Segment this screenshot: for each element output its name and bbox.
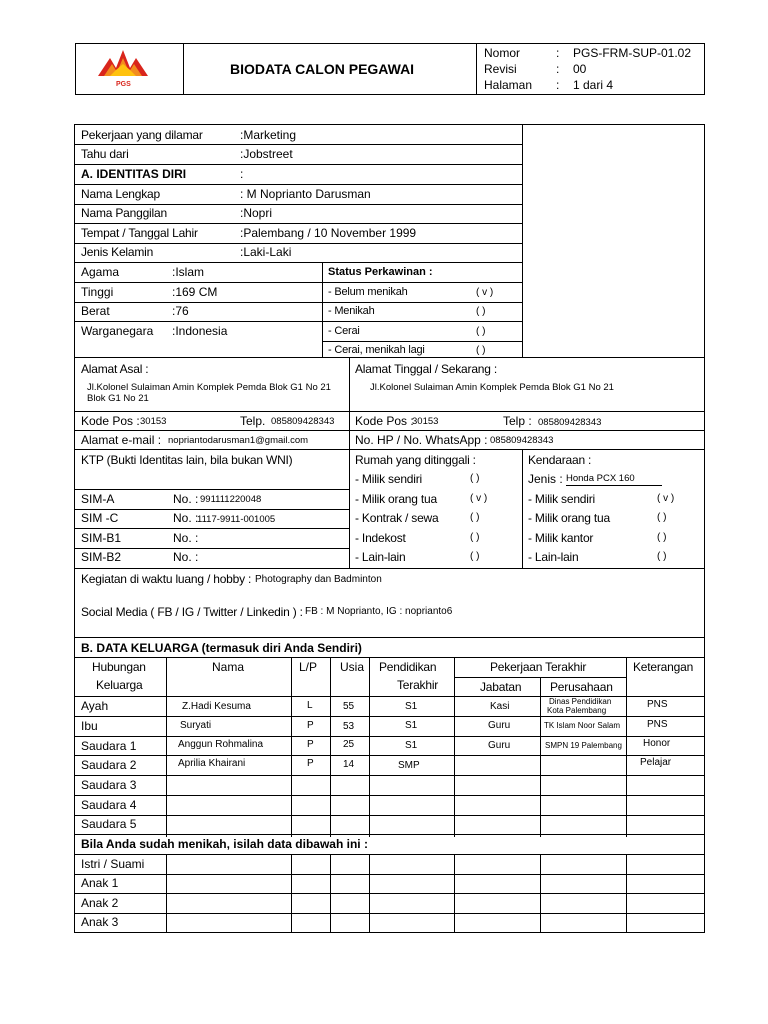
current-zip-label: Kode Pos : — [355, 414, 414, 428]
house-option-label: - Lain-lain — [355, 550, 406, 564]
family-age[interactable]: 55 — [343, 701, 355, 712]
origin-phone-value[interactable]: 085809428343 — [271, 416, 335, 427]
vehicle-option-label: - Milik kantor — [528, 531, 594, 545]
marital-option-label: - Cerai, menikah lagi — [328, 344, 425, 356]
col-header-age: Usia — [340, 660, 365, 674]
sim-number[interactable]: 1117-9911-001005 — [197, 514, 276, 525]
vehicle-option-label: - Lain-lain — [528, 550, 579, 564]
sim-no-label: No. : — [173, 550, 199, 564]
house-option-mark[interactable]: ( ) — [470, 512, 480, 523]
weight-value[interactable]: :76 — [172, 304, 189, 318]
hobby-label: Kegiatan di waktu luang / hobby : — [81, 572, 252, 586]
meta-label-nomor: Nomor — [484, 46, 521, 60]
meta-sep-halaman: : — [556, 78, 560, 92]
marital-option-label: - Cerai — [328, 325, 360, 337]
family-section-title: B. DATA KELUARGA (termasuk diri Anda Sendiri) — [81, 641, 362, 655]
meta-label-halaman: Halaman — [484, 78, 533, 92]
full-name-label: Nama Lengkap — [81, 187, 160, 201]
form-title: BIODATA CALON PEGAWAI — [230, 61, 415, 77]
vehicle-type-value[interactable]: Honda PCX 160 — [566, 474, 662, 486]
meta-label-revisi: Revisi — [484, 62, 517, 76]
marital-option-mark[interactable]: ( v ) — [476, 287, 494, 298]
current-address-label: Alamat Tinggal / Sekarang : — [355, 362, 498, 376]
col-header-job: Pekerjaan Terakhir — [490, 660, 587, 674]
married-relation: Anak 3 — [81, 915, 119, 929]
family-relation: Ibu — [81, 719, 98, 733]
col-header-relation: Keluarga — [96, 678, 143, 692]
house-option-label: - Milik sendiri — [355, 472, 423, 486]
current-address-value[interactable]: Jl.Kolonel Sulaiman Amin Komplek Pemda Blok G1 No 21 — [370, 382, 614, 393]
vehicle-type-label: Jenis : — [528, 472, 563, 486]
family-age[interactable]: 14 — [343, 759, 355, 770]
family-note[interactable]: Pelajar — [640, 757, 672, 768]
marital-option-mark[interactable]: ( ) — [476, 326, 486, 337]
height-value[interactable]: :169 CM — [172, 285, 218, 299]
family-relation: Saudara 2 — [81, 758, 137, 772]
sim-label: SIM -C — [81, 511, 119, 525]
logo-text: PGS — [116, 81, 131, 88]
identity-section-title: A. IDENTITAS DIRI — [81, 167, 187, 181]
family-relation: Ayah — [81, 699, 109, 713]
col-header-company: Perusahaan — [550, 680, 613, 694]
family-note[interactable]: Honor — [643, 738, 671, 749]
citizenship-value[interactable]: :Indonesia — [172, 324, 228, 338]
family-education[interactable]: S1 — [405, 701, 418, 712]
col-header-education: Pendidikan — [379, 660, 437, 674]
family-note[interactable]: PNS — [647, 719, 668, 730]
source-label: Tahu dari — [81, 147, 129, 161]
house-option-label: - Milik orang tua — [355, 492, 437, 506]
origin-address-line[interactable]: Blok G1 No 21 — [87, 393, 149, 404]
marital-title: Status Perkawinan : — [328, 266, 433, 278]
current-zip-value[interactable]: 30153 — [412, 416, 439, 427]
family-education[interactable]: S1 — [405, 720, 418, 731]
hp-label: No. HP / No. WhatsApp : — [355, 433, 488, 447]
col-header-name: Nama — [212, 660, 245, 674]
hobby-value[interactable]: Photography dan Badminton — [255, 574, 382, 585]
family-age[interactable]: 53 — [343, 721, 355, 732]
family-note[interactable]: PNS — [647, 699, 668, 710]
email-value[interactable]: noprianto​darusman1@gmail.com — [168, 435, 309, 446]
house-title: Rumah yang ditinggali : — [355, 453, 476, 467]
family-position[interactable]: Guru — [488, 740, 511, 751]
house-option-mark[interactable]: ( ) — [470, 473, 480, 484]
meta-sep-nomor: : — [556, 46, 560, 60]
email-label: Alamat e-mail : — [81, 433, 162, 447]
origin-zip-value[interactable]: 30153 — [140, 416, 167, 427]
religion-label: Agama — [81, 265, 120, 279]
family-name[interactable]: Anggun Rohmalina — [178, 739, 264, 750]
family-relation: Saudara 4 — [81, 798, 137, 812]
citizenship-label: Warganegara — [81, 324, 154, 338]
family-name[interactable]: Aprilia Khairani — [178, 758, 246, 769]
meta-value-halaman: 1 dari 4 — [573, 78, 614, 92]
marital-option-label: - Belum menikah — [328, 286, 408, 298]
family-relation: Saudara 5 — [81, 817, 137, 831]
nickname-value[interactable]: :Nopri — [240, 206, 273, 220]
source-value[interactable]: :Jobstreet — [240, 147, 293, 161]
family-gender[interactable]: L — [307, 700, 313, 711]
house-option-label: - Kontrak / sewa — [355, 511, 439, 525]
family-company[interactable]: Dinas Pendidikan — [549, 697, 612, 706]
family-company[interactable]: Kota Palembang — [547, 706, 607, 715]
gender-value[interactable]: :Laki-Laki — [240, 245, 292, 259]
origin-address-label: Alamat Asal : — [81, 362, 149, 376]
sim-no-label: No. : — [173, 531, 199, 545]
company-logo — [96, 46, 150, 90]
vehicle-option-mark[interactable]: ( ) — [657, 512, 667, 523]
married-relation: Anak 1 — [81, 876, 119, 890]
marital-option-label: - Menikah — [328, 305, 375, 317]
sim-label: SIM-B1 — [81, 531, 122, 545]
vehicle-option-mark[interactable]: ( ) — [657, 551, 667, 562]
full-name-value[interactable]: : M Noprianto Darusman — [240, 187, 371, 201]
identity-section-colon: : — [240, 167, 244, 181]
weight-label: Berat — [81, 304, 110, 318]
hp-value[interactable]: 085809428343 — [490, 435, 554, 446]
vehicle-title: Kendaraan : — [528, 453, 592, 467]
family-relation: Saudara 1 — [81, 739, 137, 753]
family-education[interactable]: SMP — [398, 760, 420, 771]
married-relation: Anak 2 — [81, 896, 119, 910]
family-position[interactable]: Kasi — [490, 701, 510, 712]
gender-label: Jenis Kelamin — [81, 245, 154, 259]
family-name[interactable]: Z.Hadi Kesuma — [182, 701, 251, 712]
col-header-relation: Hubungan — [92, 660, 146, 674]
family-gender[interactable]: P — [307, 739, 314, 750]
house-option-mark[interactable]: ( ) — [470, 532, 480, 543]
meta-value-nomor: PGS-FRM-SUP-01.02 — [573, 46, 692, 60]
sim-label: SIM-A — [81, 492, 115, 506]
sim-no-label: No. : — [173, 492, 199, 506]
house-option-label: - Indekost — [355, 531, 406, 545]
family-age[interactable]: 25 — [343, 739, 355, 750]
col-header-gender: L/P — [299, 660, 318, 674]
family-gender[interactable]: P — [307, 758, 314, 769]
religion-value[interactable]: :Islam — [172, 265, 205, 279]
family-company[interactable]: SMPN 19 Palembang — [545, 741, 622, 750]
house-option-mark[interactable]: ( v ) — [470, 493, 488, 504]
origin-address-line[interactable]: Jl.Kolonel Sulaiman Amin Komplek Pemda Blok G1 No 21 — [87, 382, 331, 393]
vehicle-option-label: - Milik orang tua — [528, 511, 610, 525]
nickname-label: Nama Panggilan — [81, 206, 167, 220]
origin-phone-label: Telp. — [240, 414, 266, 428]
col-header-note: Keterangan — [633, 660, 694, 674]
origin-zip-label: Kode Pos : — [81, 414, 140, 428]
family-gender[interactable]: P — [307, 720, 314, 731]
social-label: Social Media ( FB / IG / Twitter / Linkedin ) : — [81, 605, 303, 619]
meta-sep-revisi: : — [556, 62, 560, 76]
vehicle-option-mark[interactable]: ( v ) — [657, 493, 675, 504]
family-education[interactable]: S1 — [405, 740, 418, 751]
vehicle-option-mark[interactable]: ( ) — [657, 532, 667, 543]
position-label: Pekerjaan yang dilamar — [81, 128, 203, 142]
sim-number[interactable]: 991111220048 — [200, 494, 262, 505]
family-position[interactable]: Guru — [488, 720, 511, 731]
marital-option-mark[interactable]: ( ) — [476, 306, 486, 317]
family-name[interactable]: Suryati — [180, 720, 212, 731]
house-option-mark[interactable]: ( ) — [470, 551, 480, 562]
birth-label: Tempat / Tanggal Lahir — [81, 226, 198, 240]
birth-value[interactable]: :Palembang / 10 November 1999 — [240, 226, 417, 240]
ktp-label: KTP (Bukti Identitas lain, bila bukan WNI) — [81, 453, 293, 467]
family-company[interactable]: TK Islam Noor Salam — [544, 721, 621, 730]
vehicle-option-label: - Milik sendiri — [528, 492, 596, 506]
height-label: Tinggi — [81, 285, 114, 299]
married-relation: Istri / Suami — [81, 857, 145, 871]
sim-no-label: No. : — [173, 511, 199, 525]
meta-value-revisi: 00 — [573, 62, 587, 76]
col-header-education: Terakhir — [397, 678, 439, 692]
position-value[interactable]: :Marketing — [240, 128, 297, 142]
married-note: Bila Anda sudah menikah, isilah data dibawah ini : — [81, 837, 368, 851]
marital-option-mark[interactable]: ( ) — [476, 345, 486, 356]
family-relation: Saudara 3 — [81, 778, 137, 792]
current-phone-label: Telp : — [503, 414, 532, 428]
col-header-position: Jabatan — [480, 680, 522, 694]
social-value[interactable]: FB : M Noprianto, IG : noprianto6 — [305, 606, 453, 617]
current-phone-value[interactable]: 085809428343 — [538, 417, 602, 428]
sim-label: SIM-B2 — [81, 550, 122, 564]
